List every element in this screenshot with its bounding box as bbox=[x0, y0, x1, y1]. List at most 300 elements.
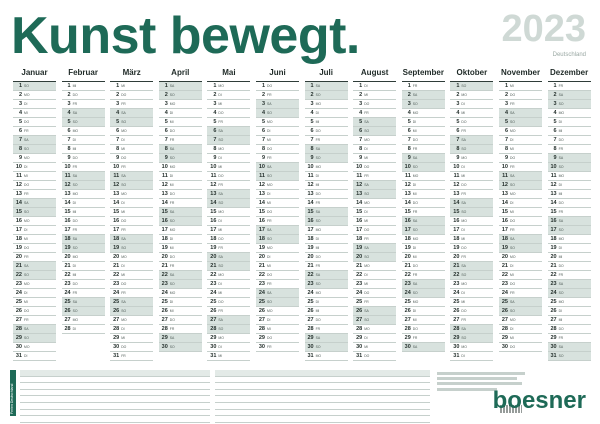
day-number: 24 bbox=[258, 290, 265, 296]
day-number: 12 bbox=[258, 182, 265, 188]
day-number: 10 bbox=[356, 164, 363, 170]
day-row bbox=[13, 325, 56, 334]
weekday-abbr: MO bbox=[315, 228, 322, 232]
day-number: 12 bbox=[307, 182, 314, 188]
day-row bbox=[402, 316, 445, 325]
day-number: 30 bbox=[15, 344, 22, 350]
weekday-abbr: MI bbox=[558, 129, 563, 133]
weekday-abbr: FR bbox=[72, 228, 78, 232]
day-number: 19 bbox=[258, 245, 265, 251]
day-row bbox=[256, 280, 299, 289]
day-number: 13 bbox=[550, 191, 557, 197]
day-row bbox=[402, 109, 445, 118]
day-number: 10 bbox=[15, 164, 22, 170]
day-number: 2 bbox=[18, 92, 22, 98]
day-row bbox=[159, 217, 202, 226]
day-number: 14 bbox=[210, 200, 217, 206]
weekday-abbr: MO bbox=[169, 291, 176, 295]
day-number: 3 bbox=[407, 101, 411, 107]
weekday-abbr: SA bbox=[72, 300, 78, 304]
day-row bbox=[499, 325, 542, 334]
weekday-abbr: MO bbox=[169, 102, 176, 106]
weekday-abbr: FR bbox=[72, 291, 78, 295]
month-column bbox=[305, 66, 348, 366]
day-number: 27 bbox=[501, 317, 508, 323]
day-number: 9 bbox=[213, 155, 217, 161]
day-number: 8 bbox=[504, 146, 508, 152]
day-row bbox=[548, 262, 591, 271]
weekday-abbr: SO bbox=[169, 156, 175, 160]
weekday-abbr: FR bbox=[510, 291, 515, 295]
day-number: 26 bbox=[453, 308, 460, 314]
day-list bbox=[159, 81, 202, 352]
day-number: 16 bbox=[404, 218, 411, 224]
table-row bbox=[20, 390, 210, 397]
day-number: 8 bbox=[310, 146, 314, 152]
weekday-abbr: SO bbox=[510, 183, 515, 187]
day-row bbox=[110, 91, 153, 100]
day-row bbox=[62, 91, 105, 100]
day-number: 14 bbox=[453, 200, 460, 206]
weekday-abbr: SA bbox=[364, 309, 369, 313]
day-row bbox=[548, 244, 591, 253]
day-number: 16 bbox=[501, 218, 508, 224]
day-number: 31 bbox=[113, 353, 120, 359]
weekday-abbr: FR bbox=[72, 102, 78, 106]
weekday-abbr: MO bbox=[218, 84, 224, 88]
day-row bbox=[110, 298, 153, 307]
day-number: 5 bbox=[164, 119, 168, 125]
day-number: 22 bbox=[113, 272, 120, 278]
day-row bbox=[62, 253, 105, 262]
day-row bbox=[450, 307, 493, 316]
weekday-abbr: DO bbox=[24, 309, 30, 313]
day-number: 27 bbox=[404, 317, 411, 323]
weekday-abbr: MO bbox=[72, 192, 79, 196]
day-row bbox=[548, 289, 591, 298]
day-row bbox=[499, 127, 542, 136]
day-row bbox=[207, 280, 250, 289]
weekday-abbr: DO bbox=[121, 345, 127, 349]
day-number: 29 bbox=[15, 335, 22, 341]
day-row bbox=[159, 154, 202, 163]
weekday-abbr: SA bbox=[558, 219, 564, 223]
day-row bbox=[402, 298, 445, 307]
day-row bbox=[353, 145, 396, 154]
day-row bbox=[13, 163, 56, 172]
weekday-abbr: SA bbox=[24, 264, 29, 268]
day-row bbox=[499, 118, 542, 127]
weekday-abbr: SA bbox=[218, 255, 223, 259]
day-row bbox=[402, 118, 445, 127]
day-row bbox=[450, 289, 493, 298]
day-row bbox=[110, 253, 153, 262]
day-number: 14 bbox=[356, 200, 363, 206]
day-row bbox=[159, 343, 202, 352]
day-row bbox=[499, 280, 542, 289]
day-row bbox=[207, 208, 250, 217]
day-number: 14 bbox=[258, 200, 265, 206]
day-number: 19 bbox=[161, 245, 168, 251]
weekday-abbr: DI bbox=[364, 147, 368, 151]
country-label: Deutschland bbox=[552, 52, 586, 58]
weekday-abbr: SO bbox=[218, 264, 224, 268]
day-number: 6 bbox=[359, 128, 363, 134]
day-row bbox=[159, 325, 202, 334]
day-row bbox=[207, 271, 250, 280]
weekday-abbr: DO bbox=[267, 84, 273, 88]
day-number: 14 bbox=[64, 200, 71, 206]
weekday-abbr: MO bbox=[510, 192, 516, 196]
weekday-abbr: SO bbox=[315, 282, 321, 286]
month-column bbox=[13, 66, 56, 366]
day-row bbox=[548, 181, 591, 190]
weekday-abbr: MO bbox=[315, 291, 322, 295]
day-number: 6 bbox=[213, 128, 217, 134]
day-row bbox=[13, 280, 56, 289]
weekday-abbr: MI bbox=[121, 84, 125, 88]
day-number: 23 bbox=[404, 281, 411, 287]
weekday-abbr: DO bbox=[461, 120, 467, 124]
day-row bbox=[207, 118, 250, 127]
weekday-abbr: MO bbox=[24, 282, 30, 286]
weekday-abbr: SA bbox=[461, 264, 466, 268]
day-row bbox=[110, 226, 153, 235]
day-row bbox=[110, 154, 153, 163]
day-number: 3 bbox=[504, 101, 508, 107]
day-number: 13 bbox=[64, 191, 71, 197]
table-row bbox=[215, 377, 430, 384]
day-number: 23 bbox=[210, 281, 217, 287]
day-number: 3 bbox=[456, 101, 460, 107]
day-row bbox=[207, 325, 250, 334]
weekday-abbr: FR bbox=[121, 228, 126, 232]
day-row bbox=[13, 145, 56, 154]
weekday-abbr: MI bbox=[510, 210, 514, 214]
day-row bbox=[353, 181, 396, 190]
weekday-abbr: MO bbox=[267, 120, 273, 124]
day-row bbox=[207, 343, 250, 352]
day-row bbox=[159, 289, 202, 298]
day-row bbox=[305, 289, 348, 298]
day-row bbox=[62, 199, 105, 208]
weekday-abbr: FR bbox=[169, 264, 175, 268]
day-number: 25 bbox=[210, 299, 217, 305]
weekday-abbr: MO bbox=[412, 300, 419, 304]
day-number: 23 bbox=[501, 281, 508, 287]
weekday-abbr: SO bbox=[315, 93, 321, 97]
day-row bbox=[159, 244, 202, 253]
day-number: 9 bbox=[407, 155, 411, 161]
weekday-abbr: DO bbox=[558, 264, 564, 268]
day-number: 13 bbox=[161, 191, 168, 197]
day-number: 27 bbox=[258, 317, 265, 323]
day-number: 31 bbox=[210, 353, 217, 359]
day-number: 13 bbox=[453, 191, 460, 197]
table-row bbox=[215, 383, 430, 390]
day-number: 9 bbox=[359, 155, 363, 161]
weekday-abbr: DO bbox=[510, 93, 516, 97]
weekday-abbr: SO bbox=[24, 147, 29, 151]
weekday-abbr: DO bbox=[364, 102, 370, 106]
day-number: 12 bbox=[356, 182, 363, 188]
table-header-row bbox=[20, 370, 210, 377]
weekday-abbr: DO bbox=[364, 291, 370, 295]
day-row bbox=[402, 208, 445, 217]
weekday-abbr: SA bbox=[558, 156, 564, 160]
weekday-abbr: MI bbox=[315, 183, 320, 187]
day-row bbox=[110, 208, 153, 217]
day-number: 8 bbox=[164, 146, 168, 152]
day-number: 19 bbox=[15, 245, 22, 251]
day-number: 5 bbox=[359, 119, 363, 125]
day-row bbox=[207, 82, 250, 91]
weekday-abbr: MO bbox=[267, 246, 273, 250]
day-number: 24 bbox=[501, 290, 508, 296]
day-row bbox=[548, 316, 591, 325]
day-row bbox=[402, 262, 445, 271]
day-row bbox=[402, 253, 445, 262]
day-row bbox=[450, 280, 493, 289]
day-row bbox=[207, 100, 250, 109]
day-row bbox=[207, 154, 250, 163]
weekday-abbr: DI bbox=[169, 237, 174, 241]
weekday-abbr: MO bbox=[24, 219, 30, 223]
day-row bbox=[450, 136, 493, 145]
day-number: 25 bbox=[404, 299, 411, 305]
day-number: 16 bbox=[64, 218, 71, 224]
day-row bbox=[207, 226, 250, 235]
day-row bbox=[548, 334, 591, 343]
table-row bbox=[215, 390, 430, 397]
day-row bbox=[207, 244, 250, 253]
day-number: 18 bbox=[307, 236, 314, 242]
weekday-abbr: DI bbox=[315, 237, 319, 241]
weekday-abbr: DI bbox=[364, 210, 368, 214]
day-number: 11 bbox=[161, 173, 168, 179]
day-number: 20 bbox=[15, 254, 22, 260]
weekday-abbr: DO bbox=[169, 129, 175, 133]
day-row bbox=[13, 217, 56, 226]
day-row bbox=[62, 208, 105, 217]
day-row bbox=[402, 127, 445, 136]
weekday-abbr: DI bbox=[24, 102, 28, 106]
day-number: 20 bbox=[307, 254, 314, 260]
weekday-abbr: DO bbox=[72, 282, 78, 286]
day-row bbox=[159, 127, 202, 136]
day-number: 22 bbox=[307, 272, 314, 278]
day-number: 27 bbox=[356, 317, 363, 323]
table-row bbox=[215, 403, 430, 410]
day-number: 30 bbox=[356, 344, 363, 350]
month-name: März bbox=[122, 68, 141, 77]
day-number: 28 bbox=[307, 326, 314, 332]
day-row bbox=[353, 235, 396, 244]
day-number: 22 bbox=[404, 272, 411, 278]
weekday-abbr: DI bbox=[72, 327, 76, 331]
weekday-abbr: MO bbox=[364, 264, 370, 268]
weekday-abbr: MI bbox=[364, 93, 368, 97]
weekday-abbr: SO bbox=[461, 273, 467, 277]
weekday-abbr: MI bbox=[72, 147, 77, 151]
day-number: 5 bbox=[67, 119, 71, 125]
weekday-abbr: SO bbox=[315, 156, 321, 160]
day-row bbox=[402, 172, 445, 181]
table-header-row bbox=[215, 370, 430, 377]
day-row bbox=[548, 190, 591, 199]
weekday-abbr: FR bbox=[364, 111, 369, 115]
weekday-abbr: DO bbox=[267, 210, 273, 214]
weekday-abbr: SO bbox=[315, 345, 321, 349]
day-number: 6 bbox=[18, 128, 22, 134]
day-row bbox=[450, 82, 493, 91]
day-number: 20 bbox=[550, 254, 557, 260]
day-number: 22 bbox=[501, 272, 508, 278]
weekday-abbr: DI bbox=[558, 309, 562, 313]
day-row bbox=[207, 181, 250, 190]
weekday-abbr: DI bbox=[461, 102, 465, 106]
weekday-abbr: DI bbox=[169, 111, 174, 115]
day-row bbox=[450, 325, 493, 334]
weekday-abbr: DO bbox=[461, 309, 467, 313]
day-row bbox=[256, 190, 299, 199]
weekday-abbr: SO bbox=[218, 138, 224, 142]
weekday-abbr: SA bbox=[267, 228, 272, 232]
day-number: 28 bbox=[15, 326, 22, 332]
day-row bbox=[499, 199, 542, 208]
weekday-abbr: FR bbox=[218, 246, 223, 250]
day-row bbox=[62, 127, 105, 136]
day-number: 4 bbox=[213, 110, 217, 116]
day-row bbox=[13, 244, 56, 253]
day-number: 20 bbox=[64, 254, 71, 260]
weekday-abbr: MI bbox=[364, 156, 368, 160]
weekday-abbr: SO bbox=[267, 237, 272, 241]
day-number: 25 bbox=[258, 299, 265, 305]
day-row bbox=[548, 352, 591, 361]
weekday-abbr: MI bbox=[169, 183, 174, 187]
month-column bbox=[207, 66, 250, 366]
day-row bbox=[305, 163, 348, 172]
day-row bbox=[305, 280, 348, 289]
day-number: 5 bbox=[261, 119, 265, 125]
day-row bbox=[256, 136, 299, 145]
day-number: 5 bbox=[18, 119, 22, 125]
weekday-abbr: SO bbox=[461, 84, 467, 88]
day-number: 29 bbox=[550, 335, 557, 341]
day-row bbox=[450, 235, 493, 244]
day-number: 5 bbox=[407, 119, 411, 125]
day-row bbox=[62, 325, 105, 334]
day-number: 18 bbox=[113, 236, 120, 242]
weekday-abbr: DO bbox=[412, 138, 418, 142]
weekday-abbr: MI bbox=[510, 336, 514, 340]
day-list bbox=[13, 81, 56, 361]
day-number: 28 bbox=[258, 326, 265, 332]
day-number: 4 bbox=[407, 110, 411, 116]
weekday-abbr: DO bbox=[24, 120, 30, 124]
day-list bbox=[353, 81, 396, 361]
day-row bbox=[450, 298, 493, 307]
day-number: 17 bbox=[501, 227, 508, 233]
weekday-abbr: MI bbox=[510, 84, 514, 88]
day-number: 14 bbox=[404, 200, 411, 206]
day-number: 7 bbox=[18, 137, 22, 143]
weekday-abbr: MI bbox=[558, 255, 563, 259]
day-number: 14 bbox=[15, 200, 22, 206]
day-row bbox=[353, 154, 396, 163]
day-number: 1 bbox=[407, 83, 411, 89]
day-number: 7 bbox=[456, 137, 460, 143]
day-row bbox=[62, 235, 105, 244]
day-row bbox=[62, 163, 105, 172]
day-row bbox=[62, 217, 105, 226]
weekday-abbr: DO bbox=[72, 219, 78, 223]
day-number: 15 bbox=[356, 209, 363, 215]
day-number: 19 bbox=[356, 245, 363, 251]
day-row bbox=[110, 316, 153, 325]
weekday-abbr: MO bbox=[364, 327, 370, 331]
day-row bbox=[450, 109, 493, 118]
day-number: 24 bbox=[210, 290, 217, 296]
weekday-abbr: DO bbox=[169, 318, 175, 322]
day-row bbox=[499, 226, 542, 235]
weekday-abbr: SO bbox=[72, 309, 78, 313]
weekday-abbr: SO bbox=[24, 210, 29, 214]
day-row bbox=[499, 91, 542, 100]
day-row bbox=[110, 289, 153, 298]
day-number: 10 bbox=[453, 164, 460, 170]
day-number: 16 bbox=[258, 218, 265, 224]
weekday-abbr: DO bbox=[558, 201, 564, 205]
day-number: 22 bbox=[453, 272, 460, 278]
weekday-abbr: SA bbox=[169, 147, 175, 151]
day-row bbox=[110, 100, 153, 109]
day-row bbox=[499, 136, 542, 145]
weekday-abbr: MO bbox=[364, 138, 370, 142]
day-number: 18 bbox=[258, 236, 265, 242]
weekday-abbr: MO bbox=[461, 345, 467, 349]
day-number: 21 bbox=[356, 263, 363, 269]
weekday-abbr: DI bbox=[558, 120, 562, 124]
day-row bbox=[402, 307, 445, 316]
day-row bbox=[499, 343, 542, 352]
weekday-abbr: SO bbox=[558, 354, 564, 358]
day-row bbox=[450, 262, 493, 271]
day-row bbox=[353, 118, 396, 127]
weekday-abbr: DI bbox=[169, 300, 174, 304]
day-number: 27 bbox=[453, 317, 460, 323]
weekday-abbr: FR bbox=[24, 255, 29, 259]
day-row bbox=[499, 298, 542, 307]
day-number: 7 bbox=[164, 137, 168, 143]
day-row bbox=[159, 199, 202, 208]
holiday-table-label-text: Ferien Deutschland bbox=[10, 383, 14, 414]
day-number: 13 bbox=[113, 191, 120, 197]
weekday-abbr: SA bbox=[24, 327, 29, 331]
weekday-abbr: SA bbox=[364, 183, 369, 187]
weekday-abbr: DI bbox=[24, 354, 28, 358]
month-name: September bbox=[402, 68, 444, 77]
day-row bbox=[110, 217, 153, 226]
weekday-abbr: FR bbox=[461, 255, 466, 259]
day-row bbox=[305, 100, 348, 109]
month-name: Juli bbox=[319, 68, 333, 77]
day-row bbox=[62, 298, 105, 307]
weekday-abbr: SO bbox=[72, 246, 78, 250]
weekday-abbr: DI bbox=[121, 327, 125, 331]
weekday-abbr: DI bbox=[218, 219, 222, 223]
